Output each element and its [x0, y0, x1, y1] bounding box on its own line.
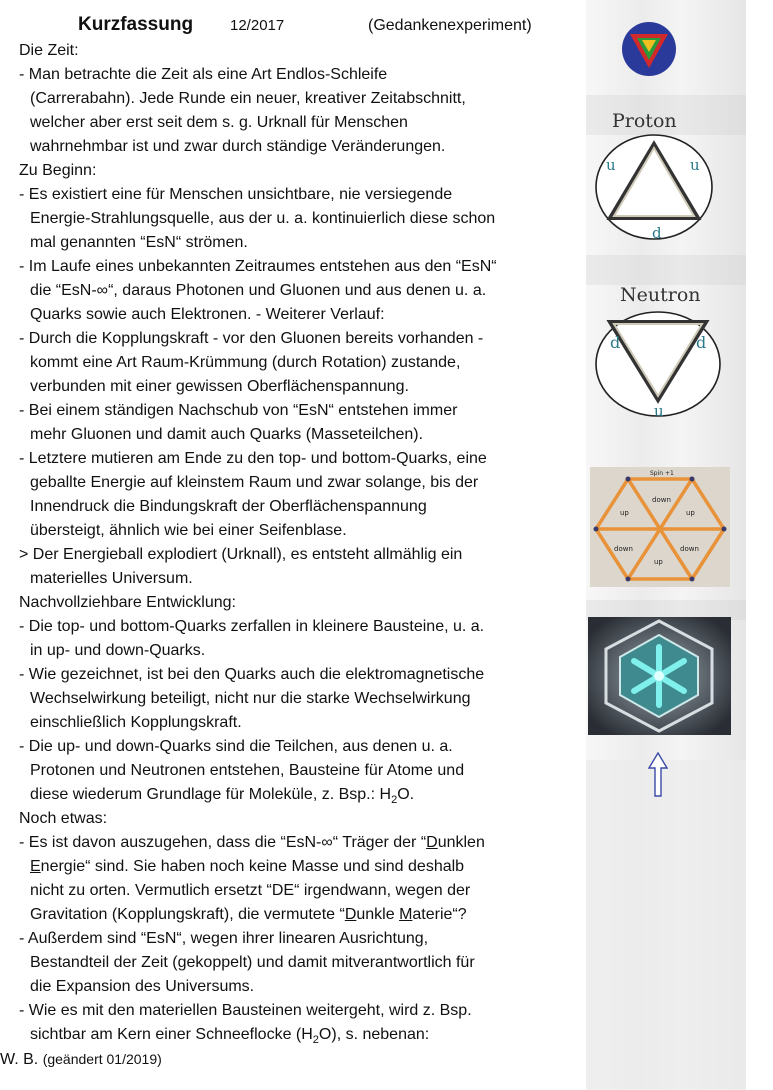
logo-icon [620, 20, 678, 78]
text-fragment: - Es ist davon auszugehen, dass die “EsN-∞“ Träger der “ [19, 834, 427, 851]
text-line-h2o [19, 783, 579, 807]
text-line: Bestandteil der Zeit (gekoppelt) und damit mitverantwortlich für [30, 954, 475, 971]
arrow-shape [649, 753, 667, 796]
text-fragment: Gravitation (Kopplungskraft), die vermutete “ [30, 906, 345, 923]
text-fragment: O. [397, 786, 415, 803]
text-line: - Die up- und down-Quarks sind die Teilchen, aus denen u. a. [19, 738, 453, 755]
text-line: (Carrerabahn). Jede Runde ein neuer, kreativer Zeitabschnitt, [30, 90, 466, 107]
text-line: > Der Energieball explodiert (Urknall), es entsteht allmählig ein [19, 546, 463, 563]
hexagon-matchstick-diagram [590, 467, 730, 587]
text-line: kommt eine Art Raum-Krümmung (durch Rotation) zustande, [30, 354, 461, 371]
text-line-h2o [19, 1023, 579, 1047]
text-line: nicht zu orten. Vermutlich ersetzt “DE“ irgendwann, wegen der [30, 882, 471, 899]
arrow-up-icon [648, 752, 668, 798]
sidebar-band [586, 760, 746, 1090]
changed-note: (geändert 01/2019) [42, 1051, 162, 1067]
quark-label: d [610, 333, 621, 352]
header [0, 14, 580, 40]
neutron-diagram [592, 308, 724, 420]
snowflake-core-image [588, 617, 731, 735]
text-fragment: aterie“? [412, 906, 467, 923]
heading-die-zeit: Die Zeit: [19, 42, 79, 59]
text-line: Wechselwirkung beteiligt, nicht nur die starke Wechselwirkung [30, 690, 471, 707]
text-line: - Bei einem ständigen Nachschub von “EsN“ entstehen immer [19, 402, 458, 419]
underlined-letter: M [399, 906, 413, 923]
text-line: in up- und down-Quarks. [30, 642, 206, 659]
snowflake-center [654, 671, 664, 681]
document-title: Kurzfassung [78, 14, 194, 35]
heading-noch-etwas: Noch etwas: [19, 810, 108, 827]
author-line [0, 1047, 579, 1071]
spin-label: Spin +1 [650, 470, 674, 477]
text-line: geballte Energie auf kleinstem Raum und zwar solange, bis der [30, 474, 479, 491]
quark-label: d [652, 224, 662, 242]
text-fragment: unkle [356, 906, 400, 923]
hex-label: up [620, 509, 629, 517]
neutron-label: Neutron [620, 284, 701, 306]
text-line: wahrnehmbar ist und zwar durch ständige Veränderungen. [30, 138, 446, 155]
text-line: Energie-Strahlungsquelle, aus der u. a. kontinuierlich diese schon [30, 210, 496, 227]
text-line: welcher aber erst seit dem s. g. Urknall für Menschen [30, 114, 408, 131]
text-line: einschließlich Kopplungskraft. [30, 714, 242, 731]
text-line: - Außerdem sind “EsN“, wegen ihrer linearen Ausrichtung, [19, 930, 429, 947]
text-line: Quarks sowie auch Elektronen. - Weiterer Verlauf: [30, 306, 385, 323]
text-line: - Die top- und bottom-Quarks zerfallen in kleinere Bausteine, u. a. [19, 618, 485, 635]
text-line [19, 831, 579, 855]
text-line: verbunden mit einer gewissen Oberflächenspannung. [30, 378, 409, 395]
text-line [19, 855, 579, 879]
quark-label: u [606, 156, 616, 174]
text-line: - Durch die Kopplungskraft - vor den Gluonen bereits vorhanden - [19, 330, 484, 347]
text-line: - Wie es mit den materiellen Bausteinen weitergeht, wird z. Bsp. [19, 1002, 472, 1019]
subscript: 2 [391, 794, 398, 806]
text-line [19, 903, 579, 927]
text-fragment: nergie“ sind. Sie haben noch keine Masse und sind deshalb [40, 858, 465, 875]
hex-label: up [686, 509, 695, 517]
text-line: - Man betrachte die Zeit als eine Art Endlos-Schleife [19, 66, 388, 83]
underlined-letter: D [426, 834, 438, 851]
document-date: 12/2017 [230, 17, 285, 34]
quark-label: u [690, 156, 700, 174]
proton-diagram [592, 132, 716, 242]
text-line: mehr Gluonen und damit auch Quarks (Masseteilchen). [30, 426, 424, 443]
hex-label: up [654, 558, 663, 566]
heading-entwicklung: Nachvollziehbare Entwicklung: [19, 594, 236, 611]
text-fragment: O), s. nebenan: [318, 1026, 430, 1043]
proton-label: Proton [612, 110, 677, 132]
quark-label: u [654, 402, 664, 420]
document-subtitle: (Gedankenexperiment) [368, 17, 532, 34]
text-line: mal genannten “EsN“ strömen. [30, 234, 248, 251]
sidebar-band [586, 255, 746, 285]
text-line: materielles Universum. [30, 570, 193, 587]
text-line: übersteigt, ähnlich wie bei einer Seifenblase. [30, 522, 347, 539]
text-line: - Im Laufe eines unbekannten Zeitraumes entstehen aus den “EsN“ [19, 258, 497, 275]
hex-label: down [652, 496, 671, 504]
text-line: - Wie gezeichnet, ist bei den Quarks auch die elektromagnetische [19, 666, 485, 683]
text-line: - Es existiert eine für Menschen unsichtbare, nie versiegende [19, 186, 453, 203]
subscript: 2 [312, 1034, 319, 1046]
text-line: Innendruck die Bindungskraft der Oberflächenspannung [30, 498, 427, 515]
text-fragment: sichtbar am Kern einer Schneeflocke (H [30, 1026, 313, 1043]
text-fragment: unklen [437, 834, 485, 851]
hex-label: down [614, 545, 633, 553]
underlined-letter: D [344, 906, 357, 923]
text-fragment: diese wiederum Grundlage für Moleküle, z. Bsp.: H [30, 786, 392, 803]
text-line: die “EsN-∞“, daraus Photonen und Gluonen und aus denen u. a. [30, 282, 487, 299]
author: W. B. [0, 1051, 39, 1068]
underlined-letter: E [30, 858, 41, 875]
text-line: Protonen und Neutronen entstehen, Bausteine für Atome und [30, 762, 465, 779]
heading-zu-beginn: Zu Beginn: [19, 162, 97, 179]
text-line: die Expansion des Universums. [30, 978, 255, 995]
text-line: - Letztere mutieren am Ende zu den top- und bottom-Quarks, eine [19, 450, 487, 467]
quark-label: d [696, 333, 707, 352]
hex-label: down [680, 545, 699, 553]
body-text [0, 39, 579, 1071]
